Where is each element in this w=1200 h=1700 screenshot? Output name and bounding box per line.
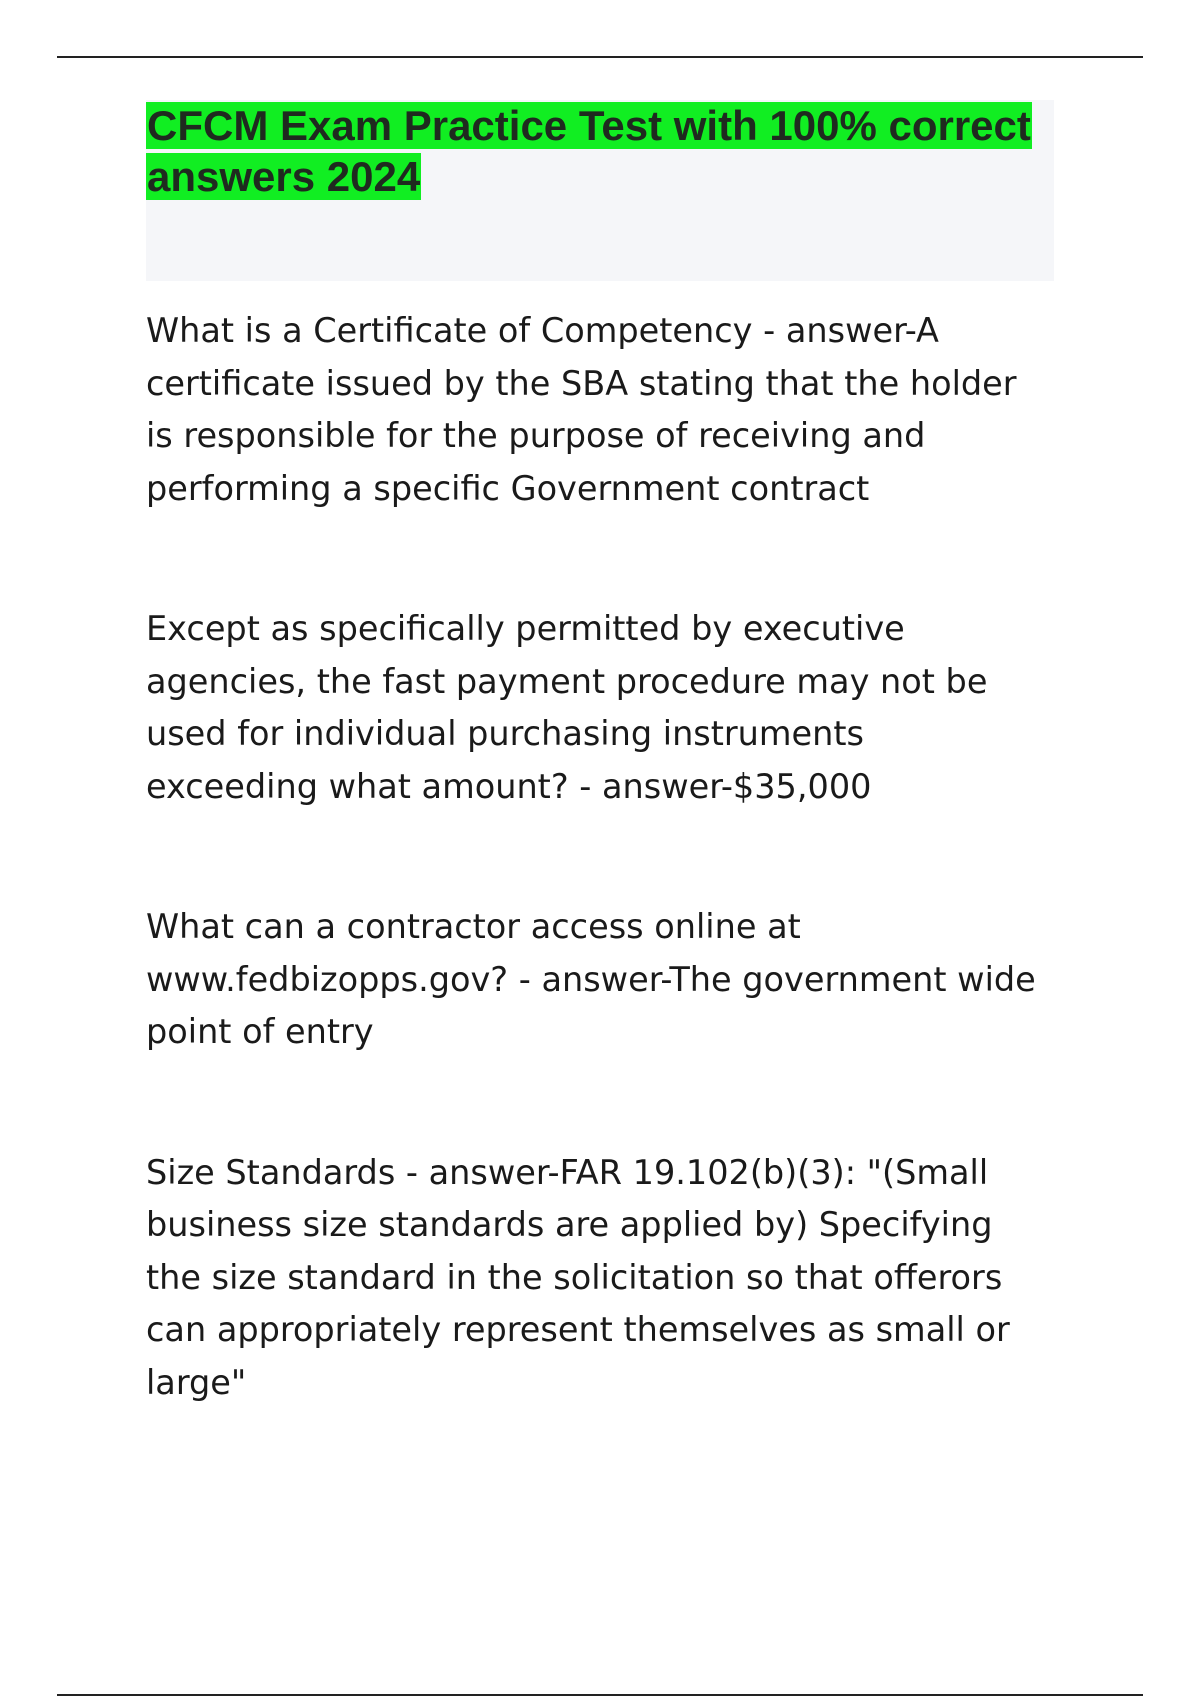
qa-list	[146, 305, 1046, 1497]
document-title	[146, 100, 1054, 202]
qa-item-certificate-of-competency: What is a Certificate of Competency - answer-A certificate issued by the SBA stating that the holder is responsible for the purpose of receiving and performing a specific Government contract	[146, 311, 1017, 508]
page-bottom-rule	[57, 1694, 1143, 1696]
title-block	[146, 100, 1054, 281]
qa-item-size-standards: Size Standards - answer-FAR 19.102(b)(3): "(Small business size standards are applied by) Specifying the size standard in the solicitation so that offerors can appropriately represent themselves as small or large"	[146, 1152, 1010, 1402]
qa-item-fedbizopps: What can a contractor access online at www.fedbizopps.gov? - answer-The government wide point of entry	[146, 907, 1036, 1051]
title-highlight: CFCM Exam Practice Test with 100% correct answers 2024	[147, 102, 1031, 200]
qa-item-fast-payment-limit: Except as specifically permitted by executive agencies, the fast payment procedure may not be used for individual purchasing instruments exceeding what amount? - answer-$35,000	[146, 609, 988, 806]
page-top-rule	[57, 56, 1143, 58]
